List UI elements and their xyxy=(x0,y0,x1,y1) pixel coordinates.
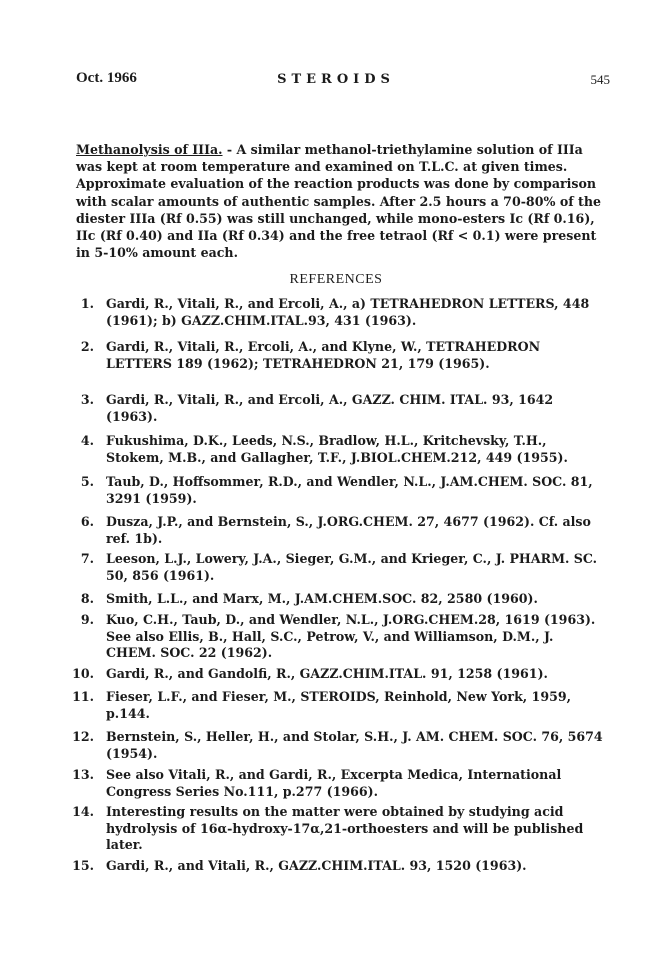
reference-text: Gardi, R., and Gandolfi, R., GAZZ.CHIM.ITAL. 91, 1258 (1961). xyxy=(106,666,548,681)
reference-number: 6. xyxy=(80,514,94,529)
reference-text: Taub, D., Hoffsommer, R.D., and Wendler, N.L., J.AM.CHEM. SOC. 81, 3291 (1959). xyxy=(106,474,593,506)
reference-number: 5. xyxy=(80,474,94,489)
reference-number: 14. xyxy=(72,804,94,819)
reference-text: Gardi, R., Vitali, R., and Ercoli, A., a) TETRAHEDRON LETTERS, 448 (1961); b) GAZZ.CHIM.ITAL.93, 431 (1963). xyxy=(106,296,590,328)
references-heading: REFERENCES xyxy=(289,272,383,287)
reference-text: Smith, L.L., and Marx, M., J.AM.CHEM.SOC. 82, 2580 (1960). xyxy=(106,591,538,606)
paragraph-body: - A similar methanol-triethylamine solution of IIIa was kept at room temperature and examined on T.L.C. at given times. Approximate evaluation of the reaction products was done by comparison with scalar amounts of authentic samples. After 2.5 hours a 70-80% of the diester IIIa (Rf 0.55) was still unchanged, while mono-esters Ic (Rf 0.16), IIc (Rf 0.40) and IIa (Rf 0.34) and the free tetraol (Rf < 0.1) were present in 5-10% amount each. xyxy=(76,142,602,261)
header-date: Oct. 1966 xyxy=(76,70,137,86)
header-page-number: 545 xyxy=(590,72,610,87)
header-journal-title: STEROIDS xyxy=(277,72,395,87)
reference-number: 2. xyxy=(80,339,94,354)
reference-number: 11. xyxy=(72,689,94,704)
reference-text: Gardi, R., and Vitali, R., GAZZ.CHIM.ITAL. 93, 1520 (1963). xyxy=(106,858,527,873)
paragraph-lead-heading: Methanolysis of IIIa. xyxy=(76,142,223,157)
methanolysis-paragraph xyxy=(76,141,606,261)
reference-number: 8. xyxy=(80,591,94,606)
reference-text: Fukushima, D.K., Leeds, N.S., Bradlow, H.L., Kritchevsky, T.H., Stokem, M.B., and Gallagher, T.F., J.BIOL.CHEM.212, 449 (1955). xyxy=(106,433,568,465)
reference-text: Dusza, J.P., and Bernstein, S., J.ORG.CHEM. 27, 4677 (1962). Cf. also ref. 1b). xyxy=(106,514,591,546)
reference-text: Interesting results on the matter were obtained by studying acid hydrolysis of 16α-hydroxy-17α,21-orthoesters and will be published later. xyxy=(106,804,584,852)
reference-text: Gardi, R., Vitali, R., and Ercoli, A., GAZZ. CHIM. ITAL. 93, 1642 (1963). xyxy=(106,392,554,424)
reference-number: 7. xyxy=(80,551,94,566)
reference-number: 9. xyxy=(80,612,94,627)
reference-text: Gardi, R., Vitali, R., Ercoli, A., and Klyne, W., TETRAHEDRON LETTERS 189 (1962); TETRAHEDRON 21, 179 (1965). xyxy=(106,339,541,371)
reference-number: 1. xyxy=(80,296,94,311)
reference-text: Kuo, C.H., Taub, D., and Wendler, N.L., J.ORG.CHEM.28, 1619 (1963). See also Ellis, B., Hall, S.C., Petrow, V., and Williamson, D.M., J. CHEM. SOC. 22 (1962). xyxy=(106,612,596,660)
reference-text: Bernstein, S., Heller, H., and Stolar, S.H., J. AM. CHEM. SOC. 76, 5674 (1954). xyxy=(106,729,603,761)
reference-number: 3. xyxy=(80,392,94,407)
reference-number: 13. xyxy=(72,767,94,782)
reference-text: Leeson, L.J., Lowery, J.A., Sieger, G.M., and Krieger, C., J. PHARM. SC. 50, 856 (1961). xyxy=(106,551,598,583)
reference-text: See also Vitali, R., and Gardi, R., Excerpta Medica, International Congress Series No.111, p.277 (1966). xyxy=(106,767,562,799)
reference-number: 10. xyxy=(72,666,94,681)
reference-number: 15. xyxy=(72,858,94,873)
reference-number: 4. xyxy=(80,433,94,448)
reference-text: Fieser, L.F., and Fieser, M., STEROIDS, Reinhold, New York, 1959, p.144. xyxy=(106,689,571,721)
reference-number: 12. xyxy=(72,729,94,744)
